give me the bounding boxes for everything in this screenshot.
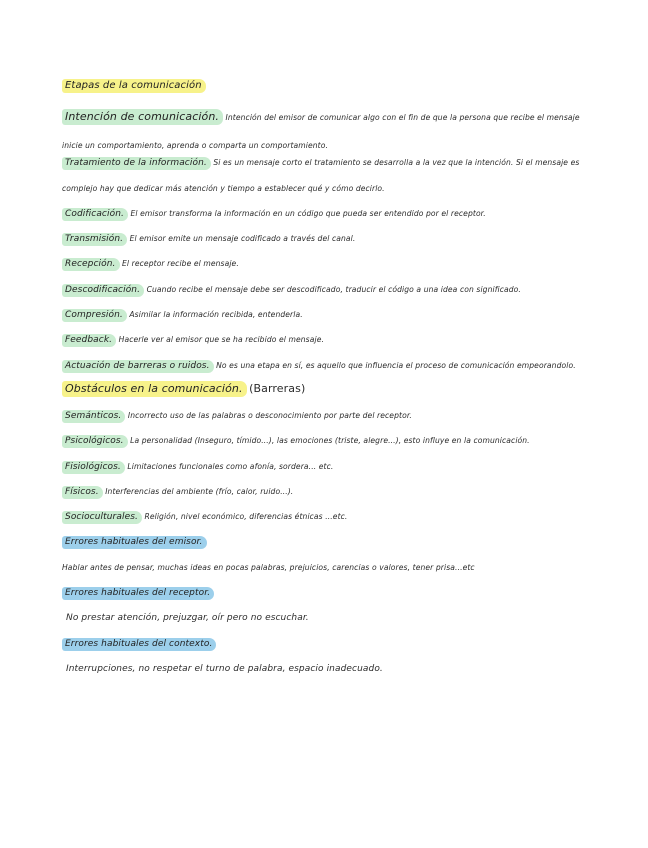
entry-descodificacion: Descodificación. Cuando recibe el mensaje debe ser descodificado, traducir el código a una idea con significado. [62,284,602,296]
errors-receptor-heading: Errores habituales del receptor. [62,587,602,599]
obstacle-semanticos: Semánticos. Incorrecto uso de las palabras o desconocimiento por parte del receptor. [62,410,602,422]
entry-barreras: Actuación de barreras o ruidos. No es una etapa en sí, es aquello que influencia el proceso de comunicación empeorandolo. [62,360,602,372]
obstacle-fisicos: Físicos. Interferencias del ambiente (frío, calor, ruido...). [62,486,602,498]
entry-compresion: Compresión. Asimilar la información recibida, entenderla. [62,309,602,321]
errors-emisor-heading: Errores habituales del emisor. [62,536,602,548]
page-title: Etapas de la comunicación [62,80,602,92]
errors-contexto-heading: Errores habituales del contexto. [62,638,602,650]
obstacle-socioculturales: Socioculturales. Religión, nivel económico, diferencias étnicas ...etc. [62,511,602,523]
obstacle-fisiologicos: Fisiológicos. Limitaciones funcionales como afonía, sordera... etc. [62,461,602,473]
entry-codificacion: Codificación. El emisor transforma la información en un código que pueda ser entendido por el receptor. [62,208,602,220]
errors-contexto-text: Interrupciones, no respetar el turno de palabra, espacio inadecuado. [66,664,383,674]
entry-feedback: Feedback. Hacerle ver al emisor que se ha recibido el mensaje. [62,334,602,346]
entry-recepcion: Recepción. El receptor recibe el mensaje. [62,258,602,270]
obstacles-heading: Obstáculos en la comunicación. (Barreras) [62,383,602,396]
obstacle-psicologicos: Psicológicos. La personalidad (Inseguro, tímido...), las emociones (triste, alegre...), esto influye en la comunicación. [62,435,602,447]
errors-emisor-text: Hablar antes de pensar, muchas ideas en pocas palabras, prejuicios, carencias o valores, tener prisa...etc [62,563,475,572]
entry-intencion: Intención de comunicación. Intención del emisor de comunicar algo con el fin de que la persona que recibe el mensaje inicie un comportamiento, aprenda o comparta un comportamiento. [62,110,580,150]
entry-tratamiento: Tratamiento de la información. Si es un mensaje corto el tratamiento se desarrolla a la vez que la intención. Si el mensaje es complejo hay que dedicar más atención y tiempo a establecer qué y cómo decirlo. [62,158,580,193]
entry-transmision: Transmisión. El emisor emite un mensaje codificado a través del canal. [62,233,602,245]
errors-receptor-text: No prestar atención, prejuzgar, oír pero no escuchar. [66,613,309,623]
